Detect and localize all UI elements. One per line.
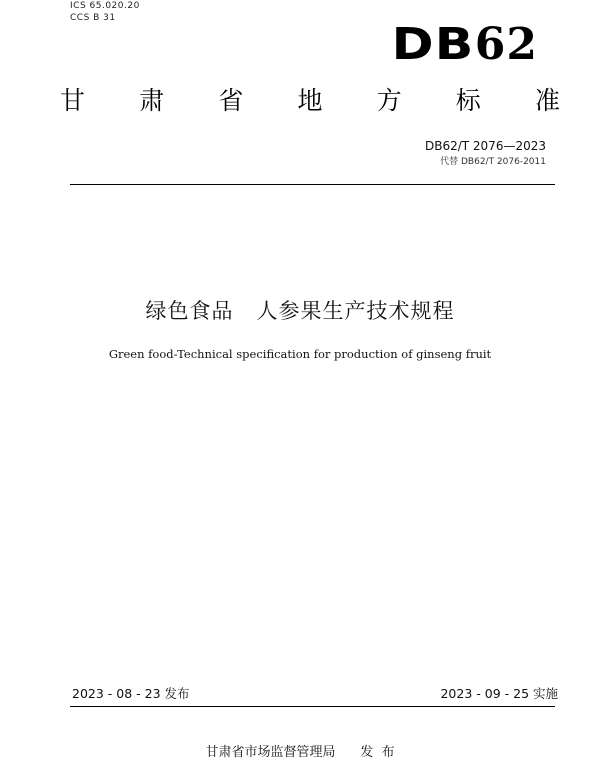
standard-type-char: 方 bbox=[376, 86, 402, 115]
replaces-standard: 代替 DB62/T 2076-2011 bbox=[440, 157, 546, 167]
logo-number: 62 bbox=[474, 19, 538, 70]
standard-type-char: 准 bbox=[534, 86, 560, 115]
standard-type-char: 标 bbox=[455, 86, 481, 115]
ccs-code: CCS B 31 bbox=[70, 13, 116, 23]
implement-date: 2023 - 09 - 25 实施 bbox=[440, 686, 558, 701]
standard-type-char: 省 bbox=[218, 86, 244, 115]
logo-db: DB bbox=[391, 19, 475, 70]
standard-type-char: 甘 bbox=[60, 86, 86, 115]
classification-codes bbox=[70, 0, 140, 24]
db62-logo bbox=[391, 19, 538, 70]
standard-number: DB62/T 2076—2023 bbox=[424, 139, 546, 153]
publish-date: 2023 - 08 - 23 发布 bbox=[72, 686, 190, 701]
standard-type-char: 肃 bbox=[139, 86, 165, 115]
document-title-en: Green food-Technical specification for production of ginseng fruit bbox=[108, 347, 492, 361]
bottom-divider bbox=[70, 706, 555, 707]
standard-type-title bbox=[60, 84, 560, 118]
standard-type-char: 地 bbox=[297, 86, 323, 115]
issuing-authority: 甘肃省市场监督管理局 发 布 bbox=[205, 745, 395, 760]
document-title-cn: 绿色食品 人参果生产技术规程 bbox=[145, 299, 455, 323]
ics-code: ICS 65.020.20 bbox=[70, 1, 140, 11]
top-divider bbox=[70, 184, 555, 185]
